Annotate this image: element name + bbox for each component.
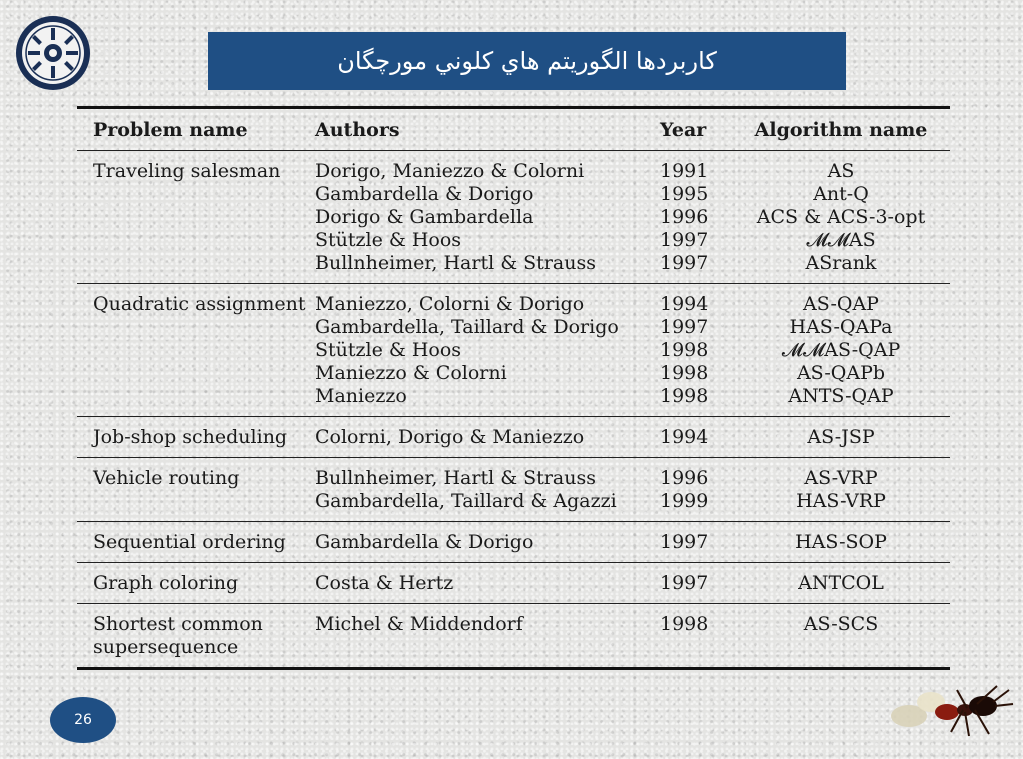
algorithm-line: AS	[827, 160, 855, 182]
university-seal-icon	[14, 14, 92, 92]
year-line: 1994	[660, 293, 709, 315]
header-algorithm-name: Algorithm name	[754, 119, 928, 141]
algorithm-cell	[732, 531, 950, 554]
year-line: 1996	[660, 206, 709, 228]
authors-line: Bullnheimer, Hartl & Strauss	[315, 467, 596, 489]
year-line: 1997	[660, 531, 709, 553]
authors-line: Maniezzo	[315, 385, 407, 407]
problem-name-line: supersequence	[93, 636, 239, 658]
algorithm-line: AS-JSP	[807, 426, 875, 448]
table-row	[77, 458, 950, 521]
problem-name-cell	[77, 572, 315, 595]
year-line: 1998	[660, 362, 709, 384]
year-cell	[658, 293, 732, 408]
algorithm-line: ACS & ACS-3-opt	[756, 206, 926, 228]
algorithm-cell	[732, 467, 950, 513]
year-line: 1991	[660, 160, 709, 182]
algorithm-line: HAS-VRP	[796, 490, 886, 512]
algorithms-table	[77, 106, 950, 670]
algorithm-cell	[732, 426, 950, 449]
authors-line: Michel & Middendorf	[315, 613, 523, 635]
year-line: 1995	[660, 183, 709, 205]
year-line: 1994	[660, 426, 709, 448]
algorithm-cell	[732, 572, 950, 595]
year-cell	[658, 426, 732, 449]
table-bottom-rule	[77, 667, 950, 670]
header-authors: Authors	[315, 119, 400, 141]
problem-name-cell	[77, 531, 315, 554]
authors-line: Stützle & Hoos	[315, 229, 462, 251]
authors-line: Colorni, Dorigo & Maniezzo	[315, 426, 585, 448]
problem-name-line: Shortest common	[93, 613, 263, 635]
algorithm-line: AS-VRP	[804, 467, 878, 489]
algorithm-line: AS-SCS	[803, 613, 879, 635]
problem-name-line: Quadratic assignment	[93, 293, 306, 315]
year-cell	[658, 160, 732, 275]
authors-line: Gambardella, Taillard & Agazzi	[315, 490, 617, 512]
authors-cell	[315, 293, 658, 408]
year-line: 1997	[660, 316, 709, 338]
page-number-badge: 26	[50, 697, 116, 743]
year-line: 1997	[660, 229, 709, 251]
problem-name-cell	[77, 160, 315, 275]
header-year: Year	[660, 119, 707, 141]
algorithm-line: HAS-QAPa	[789, 316, 893, 338]
authors-line: Stützle & Hoos	[315, 339, 462, 361]
problem-name-line: Sequential ordering	[93, 531, 286, 553]
problem-name-cell	[77, 426, 315, 449]
authors-line: Gambardella & Dorigo	[315, 531, 534, 553]
year-line: 1996	[660, 467, 709, 489]
table-body	[77, 151, 950, 667]
authors-cell	[315, 572, 658, 595]
problem-name-cell	[77, 293, 315, 408]
year-cell	[658, 467, 732, 513]
algorithm-line: Ant-Q	[813, 183, 869, 205]
algorithm-cell	[732, 613, 950, 659]
problem-name-line: Graph coloring	[93, 572, 239, 594]
authors-line: Dorigo, Maniezzo & Colorni	[315, 160, 585, 182]
authors-cell	[315, 160, 658, 275]
year-line: 1998	[660, 613, 709, 635]
problem-name-cell	[77, 467, 315, 513]
year-line: 1999	[660, 490, 709, 512]
algorithm-line: ANTCOL	[798, 572, 884, 594]
year-line: 1998	[660, 385, 709, 407]
authors-cell	[315, 426, 658, 449]
algorithm-cell	[732, 293, 950, 408]
algorithm-line: 𝓜𝓜AS	[806, 229, 876, 251]
table-row	[77, 604, 950, 667]
problem-name-line: Job-shop scheduling	[93, 426, 288, 448]
table-row	[77, 151, 950, 283]
problem-name-line: Vehicle routing	[93, 467, 240, 489]
algorithm-line: AS-QAP	[803, 293, 879, 315]
authors-cell	[315, 531, 658, 554]
year-line: 1997	[660, 252, 709, 274]
algorithm-line: HAS-SOP	[795, 531, 887, 553]
authors-line: Dorigo & Gambardella	[315, 206, 534, 228]
authors-line: Bullnheimer, Hartl & Strauss	[315, 252, 596, 274]
table-header-row	[77, 109, 950, 150]
year-cell	[658, 531, 732, 554]
algorithm-line: AS-QAPb	[796, 362, 886, 384]
authors-cell	[315, 467, 658, 513]
ant-image-icon	[885, 660, 1015, 750]
year-line: 1998	[660, 339, 709, 361]
algorithm-line: 𝓜𝓜AS-QAP	[781, 339, 901, 361]
year-line: 1997	[660, 572, 709, 594]
problem-name-line: Traveling salesman	[93, 160, 281, 182]
authors-line: Maniezzo, Colorni & Dorigo	[315, 293, 585, 315]
header-problem-name: Problem name	[93, 119, 248, 141]
table-row	[77, 284, 950, 416]
authors-line: Costa & Hertz	[315, 572, 454, 594]
slide-title: كاربردها الگوريتم هاي كلوني مورچگان	[208, 32, 846, 90]
algorithm-cell	[732, 160, 950, 275]
authors-line: Maniezzo & Colorni	[315, 362, 507, 384]
authors-cell	[315, 613, 658, 659]
year-cell	[658, 572, 732, 595]
year-cell	[658, 613, 732, 659]
problem-name-cell	[77, 613, 315, 659]
algorithm-line: ASrank	[805, 252, 877, 274]
table-row	[77, 563, 950, 603]
table-row	[77, 417, 950, 457]
authors-line: Gambardella, Taillard & Dorigo	[315, 316, 619, 338]
algorithm-line: ANTS-QAP	[788, 385, 894, 407]
authors-line: Gambardella & Dorigo	[315, 183, 534, 205]
table-row	[77, 522, 950, 562]
